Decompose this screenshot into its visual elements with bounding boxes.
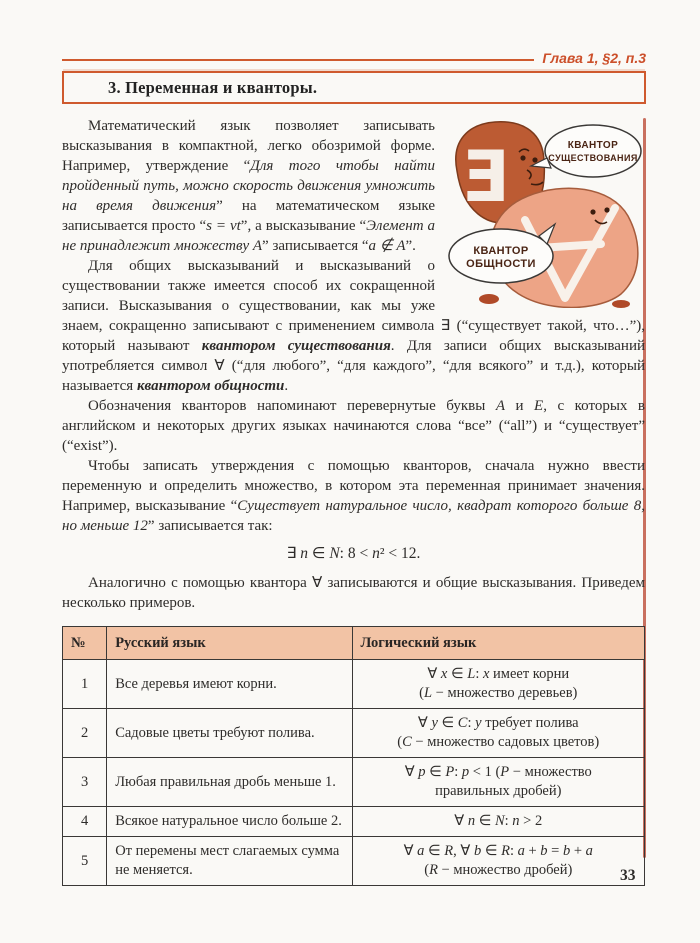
page-title: 3. Переменная и кванторы. [108,77,318,97]
logic-statement [352,807,645,837]
bubble-universal-line1: КВАНТОР [473,245,529,257]
bubble-existence-line1: КВАНТОР [567,140,619,151]
row-number: 2 [63,709,107,758]
universal-shoe-left [479,294,499,304]
table-row [63,807,645,837]
logic-line: ∀ p ∈ P: p < 1 (P − множество [404,764,592,780]
logic-statement [352,660,645,709]
bubble-universal-line2: ОБЩНОСТИ [466,258,536,270]
existence-eye-right [532,157,537,162]
logic-line: ∀ n ∈ N: n > 2 [454,813,543,829]
page-content [62,116,645,886]
page-number: 33 [620,867,636,884]
row-number: 1 [63,660,107,709]
row-number: 5 [63,837,107,886]
speech-bubble-existence [545,125,641,177]
logic-statement [352,758,645,807]
russian-statement: Садовые цветы требуют полива. [107,709,352,758]
examples-table [62,626,645,886]
logic-line: правильных дробей) [435,783,562,799]
paragraph-quantifier-symbols: Для общих высказываний и высказываний о существовании также имеется способ их сокращенной записи. Высказывания о существовании, как мы уже знаем, сокращенно записывают с применением символа ∃ (“существует такой, что…”), который называют квантором существования. Для записи общих высказываний употребляется символ ∀ (“для любого”, “для каждого”, “для всякого” и т.д.), который называется квантором общности. [62,258,645,394]
table-header-row [63,627,645,660]
paragraph-letter-origin: Обозначения кванторов напоминают перевернутые буквы A и E, с которых в английском и некоторых других языках начинаются слова “все” (“all”) и “существует” (“exist”). [62,398,646,454]
russian-statement: Любая правильная дробь меньше 1. [107,758,352,807]
chapter-header [62,50,646,66]
paragraph-math-language: Математический язык позволяет записывать высказывания в компактной, легко обозримой форме. Например, утверждение “Для того чтобы найти пройденный путь, можно скорость движения умножить на время движения” на математическом языке записывается просто “s = vt”, а высказывание “Элемент а не принадлежит множеству А” записывается “a ∉ A”. [62,118,435,254]
russian-statement: Все деревья имеют корни. [107,660,352,709]
logic-statement [352,709,645,758]
universal-eye-right [604,207,609,212]
breadcrumb: Глава 1, §2, п.3 [542,50,646,66]
logic-line: (L − множество деревьев) [419,685,578,701]
paragraph-variable-intro: Чтобы записать утверждения с помощью кванторов, сначала нужно ввести переменную и определить множество, в котором эта переменная принимает значения. Например, высказывание “Существует натуральное число, квадрат которого больше 8, но меньше 12” записывается так: [62,458,645,534]
logic-line: (R − множество дробей) [424,862,573,878]
existence-glyph: Ǝ [461,136,509,218]
paragraph-general-statements: Аналогично с помощью квантора ∀ записываются и общие высказывания. Приведем несколько примеров. [62,575,645,611]
column-header-number: № [63,627,107,660]
existence-eye-left [520,155,525,160]
section-title-box [62,71,646,104]
formula-existence-example: ∃ n ∈ N: 8 < n² < 12. [286,545,421,562]
russian-statement: От перемены мест слагаемых сумма не меняется. [107,837,352,886]
header-rule [62,59,534,61]
bubble-existence-line2: СУЩЕСТВОВАНИЯ [548,153,638,163]
table-row [63,837,645,886]
row-number: 3 [63,758,107,807]
logic-line: ∀ x ∈ L: x имеет корни [427,666,570,682]
universal-eye-left [590,209,595,214]
table-row [63,709,645,758]
logic-line: ∀ y ∈ C: y требует полива [417,715,579,731]
quantifier-cartoon-drawing [443,116,645,308]
column-header-russian: Русский язык [107,627,352,660]
logic-line: ∀ a ∈ R, ∀ b ∈ R: a + b = b + a [403,843,593,859]
universal-shoe-right [612,300,630,308]
logic-line: (C − множество садовых цветов) [397,734,600,750]
row-number: 4 [63,807,107,837]
quantifier-cartoon [443,116,645,308]
russian-statement: Всякое натуральное число больше 2. [107,807,352,837]
logic-statement [352,837,645,886]
column-header-logic: Логический язык [352,627,645,660]
table-row [63,758,645,807]
table-row [63,660,645,709]
